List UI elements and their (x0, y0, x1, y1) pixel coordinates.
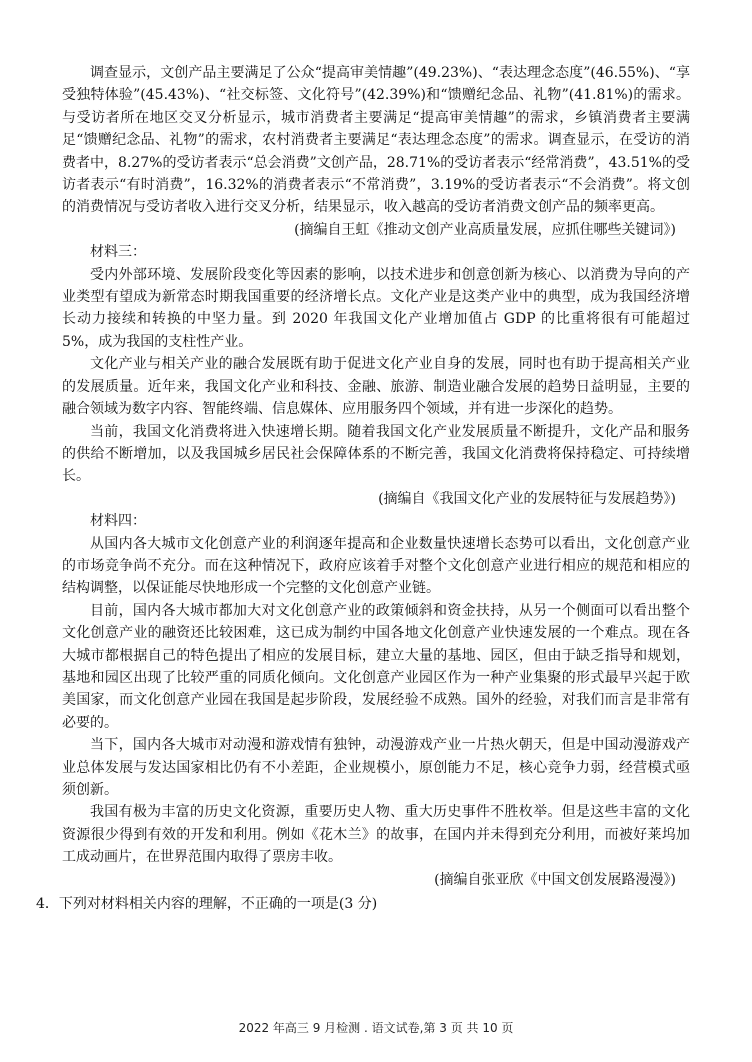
source-citation-3: (摘编自张亚欣《中国文创发展路漫漫》) (434, 871, 676, 888)
paragraph-material4-1: 从国内各大城市文化创意产业的利润逐年提高和企业数量快速增长态势可以看出，文化创意产业的市场竞争尚不充分。而在这种情况下，政府应该着手对整个文化创意产业进行相应的规范和相应的结构调整，以保证能尽快地形成一个完整的文化创意产业链。 (62, 535, 690, 597)
paragraph-material4-4: 我国有极为丰富的历史文化资源，重要历史人物、重大历史事件不胜枚举。但是这些丰富的文化资源很少得到有效的开发和利用。例如《花木兰》的故事，在国内并未得到充分利用，而被好莱坞加工成动画片，在世界范围内取得了票房丰收。 (62, 804, 690, 866)
paragraph-material3-1: 受内外部环境、发展阶段变化等因素的影响，以技术进步和创意创新为核心、以消费为导向的产业类型有望成为新常态时期我国重要的经济增长点。文化产业是这类产业中的典型，成为我国经济增长动力接续和转换的中坚力量。到 2020 年我国文化产业增加值占 GDP 的比重将很有可能超过 5%，成为我国的支柱性产业。 (62, 266, 690, 350)
paragraph-material3-3: 当前，我国文化消费将进入快速增长期。随着我国文化产业发展质量不断提升，文化产品和服务的供给不断增加，以及我国城乡居民社会保障体系的不断完善，我国文化消费将保持稳定、可持续增长。 (62, 423, 690, 485)
paragraph-material4-2: 目前，国内各大城市都加大对文化创意产业的政策倾斜和资金扶持，从另一个侧面可以看出整个文化创意产业的融资还比较困难，这已成为制约中国各地文化创意产业快速发展的一个难点。现在各大城市都根据自己的特色提出了相应的发展目标，建立大量的基地、园区，但由于缺乏指导和规划，基地和园区出现了比较严重的同质化倾向。文化创意产业园区作为一种产业集聚的形式最早兴起于欧美国家，而文化创意产业园在我国是起步阶段，发展经验不成熟。国外的经验，对我们而言是非常有必要的。 (62, 602, 690, 731)
paragraph-survey: 调查显示，文创产品主要满足了公众“提高审美情趣”(49.23%)、“表达理念态度”(46.55%)、“享受独特体验”(45.43%)、“社交标签、文化符号”(42.39%)和“馈赠纪念品、礼物”(41.81%)的需求。与受访者所在地区交叉分析显示，城市消费者主要满足“提高审美情趣”的需求，乡镇消费者主要满足“馈赠纪念品、礼物”的需求，农村消费者主要满足“表达理念态度”的需求。调查显示，在受访的消费者中，8.27%的受访者表示“总会消费”文创产品，28.71%的受访者表示“经常消费”，43.51%的受访者表示“有时消费”，16.32%的消费者表示“不常消费”，3.19%的受访者表示“不会消费”。将文创的消费情况与受访者收入进行交叉分析，结果显示，收入越高的受访者消费文创产品的频率更高。 (62, 65, 690, 216)
source-citation-1: (摘编自王虹《推动文创产业高质量发展，应抓住哪些关键词》) (294, 221, 676, 238)
page-footer: 2022 年高三 9 月检测 . 语文试卷,第 3 页 共 10 页 (238, 1021, 514, 1035)
material-three-heading: 材料三： (90, 244, 146, 261)
paragraph-material3-2: 文化产业与相关产业的融合发展既有助于促进文化产业自身的发展，同时也有助于提高相关产业的发展质量。近年来，我国文化产业和科技、金融、旅游、制造业融合发展的趋势日益明显，主要的融合领域为数字内容、智能终端、信息媒体、应用服务四个领域，并有进一步深化的趋势。 (62, 356, 690, 418)
paragraph-material4-3: 当下，国内各大城市对动漫和游戏情有独钟，动漫游戏产业一片热火朝天，但是中国动漫游戏产业总体发展与发达国家相比仍有不小差距，企业规模小，原创能力不足，核心竞争力弱，经营模式亟须创新。 (62, 737, 690, 798)
question-4: 4．下列对材料相关内容的理解，不正确的一项是(3 分) (36, 896, 378, 913)
document-body (36, 62, 690, 915)
material-four-heading: 材料四： (90, 513, 146, 530)
source-citation-2: (摘编自《我国文化产业的发展特征与发展趋势》) (378, 490, 676, 507)
